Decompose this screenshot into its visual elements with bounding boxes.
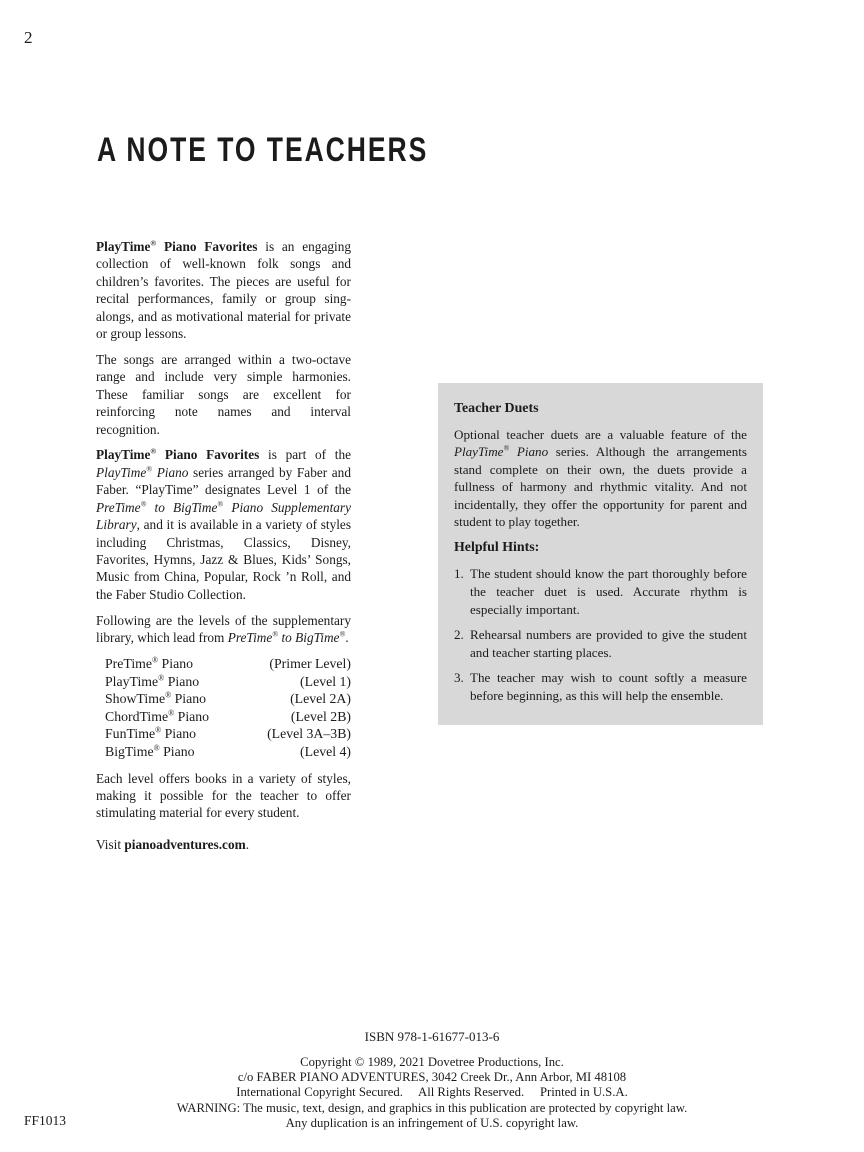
text-segment: PreTime <box>105 655 153 671</box>
text-segment: ® <box>146 464 153 474</box>
level-row <box>105 690 351 708</box>
series-paragraph <box>96 446 351 603</box>
text-segment: Piano <box>174 708 210 724</box>
catalog-number: FF1013 <box>24 1113 67 1128</box>
teacher-duets-paragraph <box>454 426 747 530</box>
text-segment: to BigTime <box>278 630 340 646</box>
text-segment: Visit <box>96 836 125 852</box>
copyright-line-2: c/o FABER PIANO ADVENTURES, 3042 Creek Dr., Ann Arbor, MI 48108 <box>237 1070 627 1085</box>
text-segment: Piano Favorites <box>156 239 258 254</box>
text-segment: ® <box>339 629 346 639</box>
text-segment: . <box>245 836 250 852</box>
text-segment: . <box>345 630 349 646</box>
copyright-block <box>0 1055 864 1131</box>
text-segment: Piano <box>161 726 197 742</box>
text-segment: ® <box>152 655 159 665</box>
intro-paragraph <box>96 238 351 342</box>
text-segment: to BigTime <box>146 499 218 515</box>
text-segment: PlayTime <box>454 444 504 460</box>
hint-text <box>470 669 747 704</box>
text-segment: Following are the levels of the supplementary library, which lead from <box>96 612 351 646</box>
text-segment: ® <box>153 743 160 753</box>
text-segment: Piano <box>158 655 193 671</box>
teacher-duets-box <box>438 383 763 725</box>
text-segment: PlayTime <box>105 673 159 689</box>
text-segment: Piano <box>152 464 189 480</box>
page-title: A NOTE TO TEACHERS <box>97 131 429 169</box>
hint-number: 2. <box>454 627 464 643</box>
text-segment: ® <box>165 690 172 700</box>
text-segment: Piano <box>509 444 549 460</box>
text-segment: PreTime <box>227 630 273 646</box>
text-segment: PlayTime <box>96 464 147 480</box>
text-segment: is part of the <box>259 447 351 463</box>
level-name <box>105 725 196 743</box>
level-name <box>105 673 199 691</box>
text-segment: ® <box>150 238 157 248</box>
visit-paragraph <box>96 836 351 853</box>
level-value: (Level 3A–3B) <box>267 726 351 742</box>
text-segment: Optional teacher duets are a valuable feature of the <box>454 427 747 442</box>
text-segment: ® <box>503 444 510 454</box>
text-segment: ® <box>155 725 162 735</box>
main-text-column <box>96 238 351 862</box>
copyright-line-5: Any duplication is an infringement of U.S. copyright law. <box>285 1115 579 1130</box>
text-segment: ® <box>272 629 279 639</box>
text-segment: ® <box>150 447 157 457</box>
text-segment: Piano <box>164 673 200 689</box>
hint-item-2 <box>454 626 747 661</box>
level-name <box>105 655 193 673</box>
text-segment: is an engaging collection of well-known folk songs and children’s favorites. The pieces are useful for recital performances, family or group sing-alongs, and as motivational material for private or group lessons. <box>96 239 351 342</box>
level-row <box>105 725 351 743</box>
styles-paragraph <box>96 770 351 822</box>
songs-paragraph <box>96 351 351 438</box>
copyright-line-3: International Copyright Secured. All Rights Reserved. Printed in U.S.A. <box>236 1085 628 1100</box>
isbn: ISBN 978-1-61677-013-6 <box>364 1029 500 1044</box>
text-segment: PreTime <box>96 499 141 515</box>
level-value: (Level 2B) <box>290 708 351 724</box>
text-segment: FunTime <box>105 726 156 742</box>
copyright-line-1: Copyright © 1989, 2021 Dovetree Productions, Inc. <box>300 1055 564 1069</box>
hint-text <box>470 565 747 618</box>
text-segment: BigTime <box>105 743 154 759</box>
text-segment: Piano Favorites <box>156 447 260 463</box>
text-segment: Piano <box>171 691 207 707</box>
text-segment: series. Although the arrangements stand complete on their own, the duets provide a fullness of harmony and rhythmic vitality. And not incidentally, they offer the opportunity for parent and student to play together. <box>454 444 747 530</box>
level-name <box>105 690 206 708</box>
hint-item-1 <box>454 565 747 618</box>
text-segment: ® <box>168 708 175 718</box>
text-segment: ® <box>217 499 224 509</box>
levels-intro-paragraph <box>96 612 351 647</box>
level-value: (Primer Level) <box>269 655 351 671</box>
helpful-hints-heading: Helpful Hints: <box>454 540 540 556</box>
text-segment: series arranged by Faber and Faber. “PlayTime” designates Level 1 of the <box>96 464 351 498</box>
text-segment: The songs are arranged within a two-octave range and include very simple harmonies. These familiar songs are excellent for reinforcing note names and interval recognition. <box>96 351 351 437</box>
level-name <box>105 743 195 761</box>
text-segment: Piano Supplementary Library <box>96 499 351 533</box>
text-segment: Each level offers books in a variety of styles, making it possible for the teacher to offer stimulating material for every student. <box>96 770 351 821</box>
text-segment: PlayTime <box>96 447 151 463</box>
levels-list <box>105 655 351 761</box>
text-segment: ® <box>140 499 147 509</box>
text-segment: The teacher may wish to count softly a measure before beginning, as this will help the ensemble. <box>470 670 747 703</box>
hint-number: 3. <box>454 670 464 686</box>
level-value: (Level 1) <box>300 673 351 689</box>
hint-text <box>470 626 747 661</box>
text-segment: , and it is available in a variety of styles including Christmas, Classics, Disney, Favorites, Hymns, Jazz & Blues, Kids’ Songs, Music from China, Popular, Rock ’n Roll, and the Faber Studio Collection. <box>96 517 351 602</box>
text-segment: ® <box>158 672 165 682</box>
level-value: (Level 2A) <box>290 691 351 707</box>
level-value: (Level 4) <box>300 743 351 759</box>
helpful-hints-list <box>454 565 747 704</box>
level-row <box>105 673 351 691</box>
level-row <box>105 708 351 726</box>
level-name <box>105 708 209 726</box>
level-row <box>105 655 351 673</box>
hint-item-3 <box>454 669 747 704</box>
text-segment: Piano <box>159 743 195 759</box>
text-segment: The student should know the part thoroughly before the teacher duet is used. Accurate rhythm is especially important. <box>470 566 747 617</box>
copyright-line-4: WARNING: The music, text, design, and graphics in this publication are protected by copyright law. <box>176 1100 688 1115</box>
hint-number: 1. <box>454 566 464 582</box>
page-number: 2 <box>24 28 33 47</box>
text-segment: Rehearsal numbers are provided to give the student and teacher starting places. <box>470 627 747 660</box>
teacher-duets-heading: Teacher Duets <box>454 401 539 416</box>
text-segment: pianoadventures.com <box>124 836 246 852</box>
text-segment: ChordTime <box>105 708 169 724</box>
level-row <box>105 743 351 761</box>
text-segment: PlayTime <box>96 239 151 254</box>
text-segment: ShowTime <box>105 691 166 707</box>
